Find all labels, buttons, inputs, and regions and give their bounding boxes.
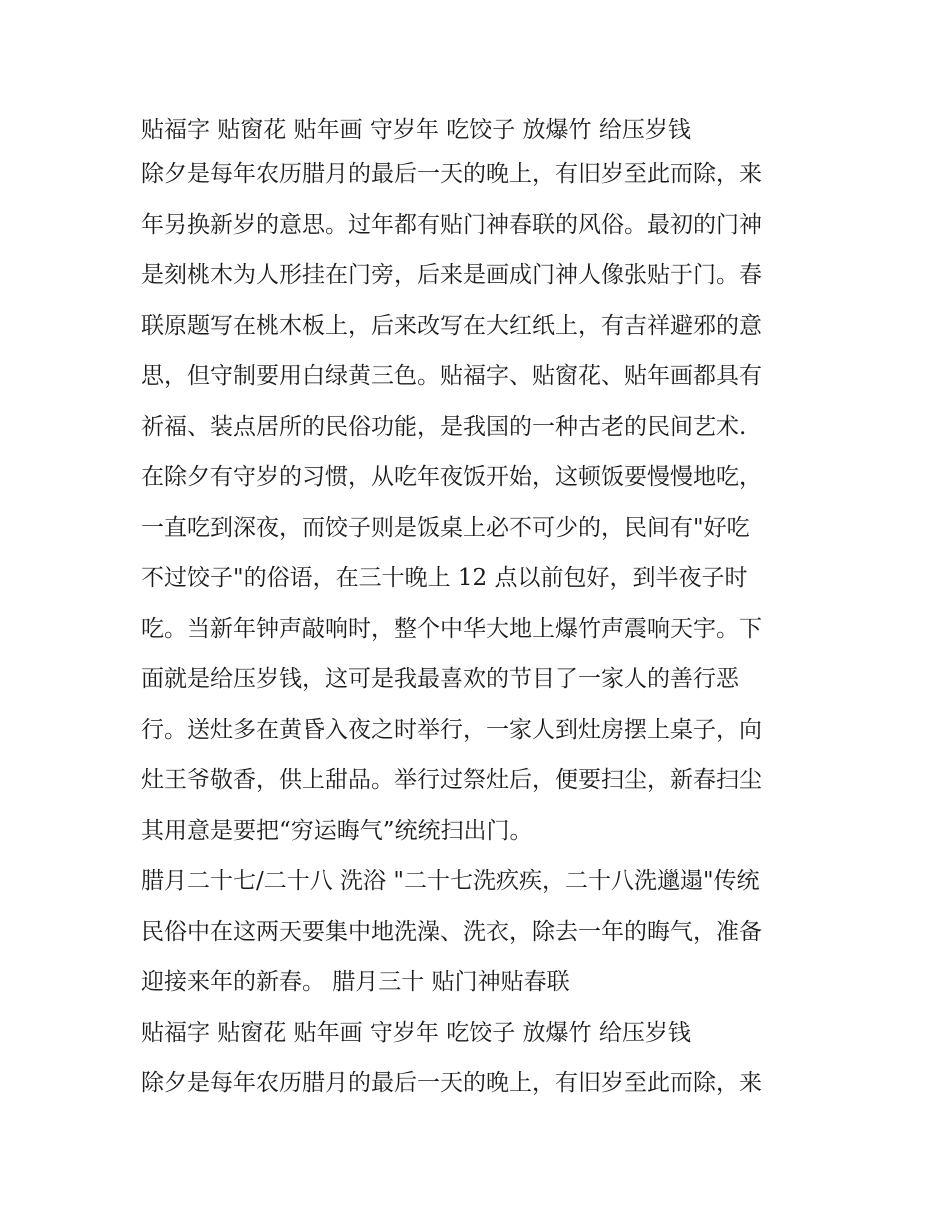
text-line: 迎接来年的新春。 腊月三十 贴门神贴春联: [141, 969, 570, 995]
text-line: 贴福字 贴窗花 贴年画 守岁年 吃饺子 放爆竹 给压岁钱: [141, 117, 691, 143]
text-line: 灶王爷敬香，供上甜品。举行过祭灶后，便要扫尘，新春扫尘: [141, 767, 762, 793]
text-line: 除夕是每年农历腊月的最后一天的晚上，有旧岁至此而除，来: [141, 161, 762, 187]
text-line: 民俗中在这两天要集中地洗澡、洗衣，除去一年的晦气，准备: [141, 918, 762, 945]
text-line: 祈福、装点居所的民俗功能，是我国的一种古老的民间艺术.: [141, 413, 747, 440]
text-line: 贴福字 贴窗花 贴年画 守岁年 吃饺子 放爆竹 给压岁钱: [141, 1019, 691, 1046]
document-body: [141, 111, 821, 1109]
text-line: 吃。当新年钟声敲响时，整个中华大地上爆竹声震响天宇。下: [141, 615, 762, 642]
text-line: 是刻桃木为人形挂在门旁，后来是画成门神人像张贴于门。春: [141, 262, 762, 288]
text-line: 除夕是每年农历腊月的最后一天的晚上，有旧岁至此而除，来: [141, 1070, 762, 1096]
text-line: 年另换新岁的意思。过年都有贴门神春联的风俗。最初的门神: [141, 211, 762, 238]
text-line: 一直吃到深夜，而饺子则是饭桌上必不可少的，民间有"好吃: [141, 514, 750, 541]
text-line: 在除夕有守岁的习惯，从吃年夜饭开始，这顿饭要慢慢地吃，: [141, 464, 762, 490]
text-line: 联原题写在桃木板上，后来改写在大红纸上，有吉祥避邪的意: [141, 312, 762, 339]
text-line: 不过饺子"的俗语，在三十晚上 12 点以前包好，到半夜子时: [141, 565, 748, 591]
text-line: 行。送灶多在黄昏入夜之时举行，一家人到灶房摆上桌子，向: [141, 716, 762, 743]
text-line: 面就是给压岁钱，这可是我最喜欢的节目了一家人的善行恶: [141, 666, 739, 692]
text-line: 思，但守制要用白绿黄三色。贴福字、贴窗花、贴年画都具有: [141, 363, 762, 389]
text-line: 腊月二十七/二十八 洗浴 "二十七洗疚疾，二十八洗邋遢"传统: [141, 868, 760, 894]
text-line: 其用意是要把“穷运晦气”统统扫出门。: [141, 817, 533, 844]
